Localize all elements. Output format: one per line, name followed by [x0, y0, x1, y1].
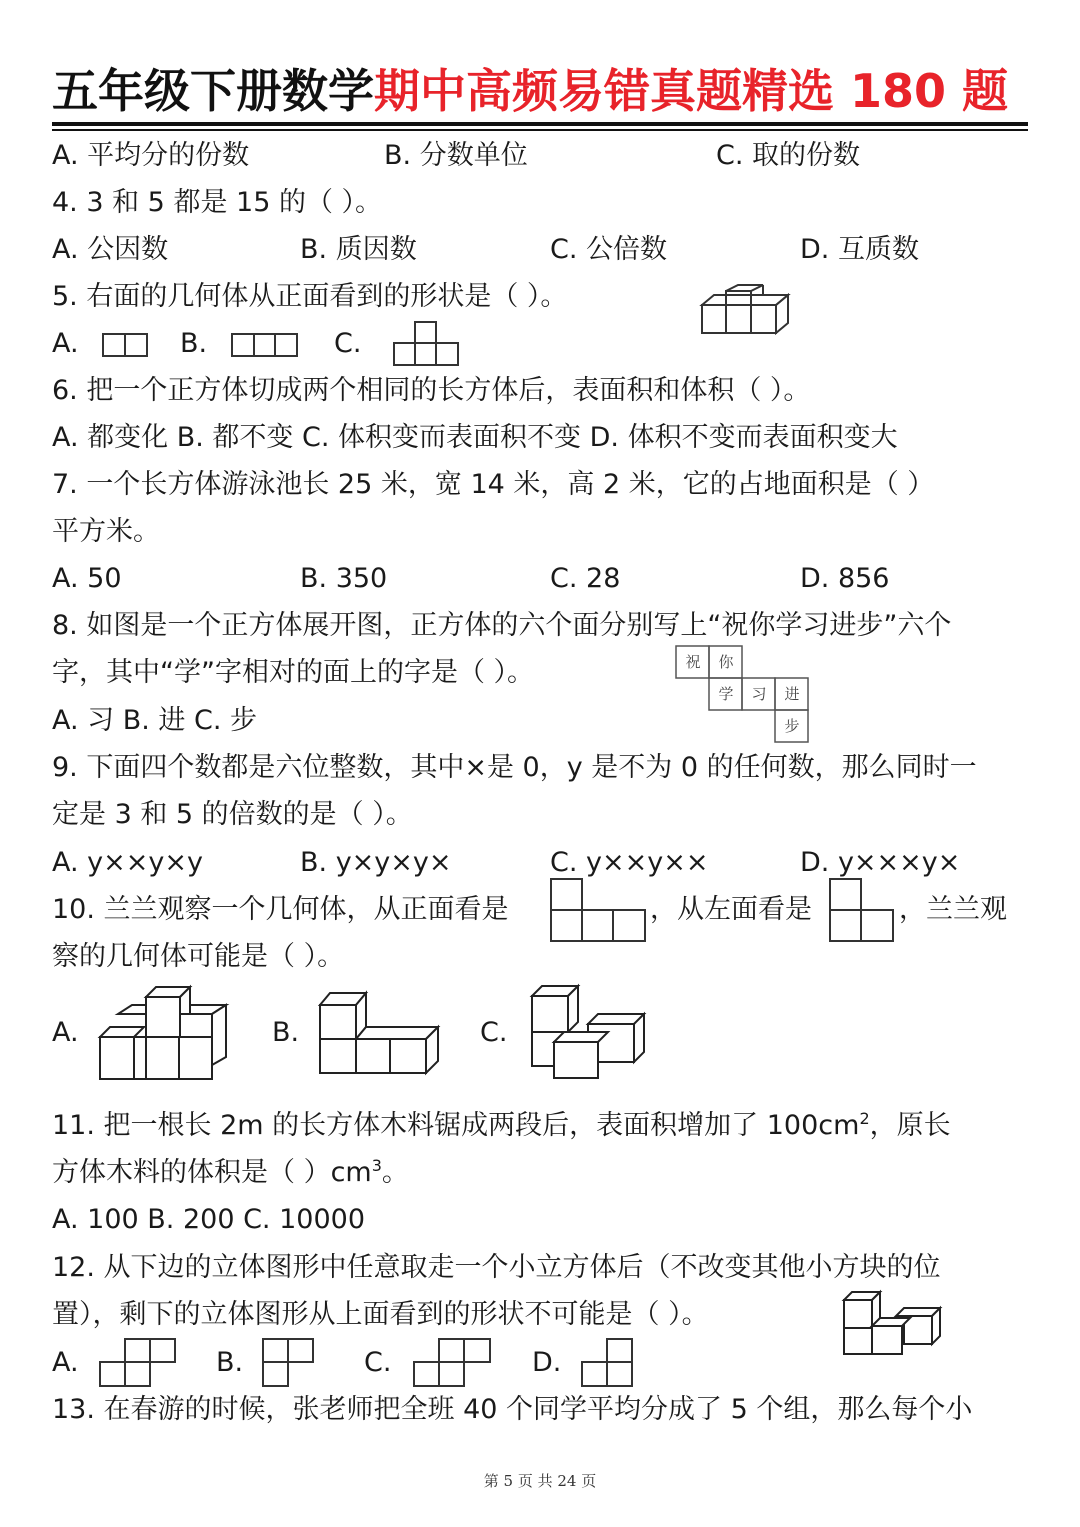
- q4-option-d: D. 互质数: [800, 234, 919, 265]
- q4-option-b: B. 质因数: [300, 234, 417, 265]
- net-face-jin: 进: [784, 685, 800, 703]
- q10-option-a-figure: [98, 985, 230, 1083]
- q8-cube-net: [675, 645, 810, 745]
- q12-solid-figure: [840, 1290, 944, 1356]
- title-rule-thin: [52, 129, 1028, 131]
- q10-stem-part3: ，兰兰观: [899, 894, 1007, 925]
- q11-cont-tail: 。: [381, 1157, 409, 1188]
- q3-option-c: C. 取的份数: [716, 140, 861, 171]
- q12-option-d: D.: [532, 1347, 562, 1378]
- net-face-bu: 步: [784, 717, 800, 735]
- q11-stem-cont: [52, 1155, 409, 1191]
- q10-option-b: B.: [272, 1017, 300, 1048]
- q6-stem: 6. 把一个正方体切成两个相同的长方体后，表面积和体积（ ）。: [52, 375, 811, 406]
- q12-option-b: B.: [216, 1347, 244, 1378]
- q10-option-b-figure: [318, 985, 442, 1077]
- q9-option-c: C. y××y××: [550, 847, 709, 878]
- q4-stem: 4. 3 和 5 都是 15 的（ ）。: [52, 187, 383, 218]
- q12-option-a-figure: [99, 1338, 177, 1388]
- title-red: 期中高频易错真题精选 180 题: [374, 64, 1009, 118]
- q5-option-b-figure: [231, 333, 298, 357]
- net-face-xi: 习: [751, 685, 767, 703]
- q11-sup-3: 3: [371, 1156, 382, 1175]
- q10-stem-part2: ，从左面看是: [650, 894, 812, 925]
- q5-option-c-figure: [393, 321, 459, 366]
- q12-stem-cont: 置），剩下的立体图形从上面看到的形状不可能是（ ）。: [52, 1299, 709, 1330]
- q10-option-c: C.: [480, 1017, 508, 1048]
- q10-left-view: [829, 878, 895, 942]
- net-face-ni: 你: [718, 653, 734, 671]
- page-title: [52, 58, 1032, 124]
- q12-option-a: A.: [52, 1347, 79, 1378]
- q7-stem: 7. 一个长方体游泳池长 25 米，宽 14 米，高 2 米，它的占地面积是（ ）: [52, 469, 935, 500]
- q12-option-c: C.: [364, 1347, 392, 1378]
- q4-option-a: A. 公因数: [52, 234, 169, 265]
- q3-option-b: B. 分数单位: [384, 140, 528, 171]
- q11-sup-2: 2: [859, 1109, 870, 1128]
- q9-stem: 9. 下面四个数都是六位整数，其中×是 0，y 是不为 0 的任何数，那么同时一: [52, 752, 977, 783]
- q12-option-d-figure: [581, 1338, 635, 1388]
- q4-option-c: C. 公倍数: [550, 234, 668, 265]
- q5-solid-figure: [700, 283, 792, 335]
- q7-option-c: C. 28: [550, 563, 621, 594]
- q9-option-a: A. y××y×y: [52, 847, 203, 878]
- q7-option-a: A. 50: [52, 563, 122, 594]
- q12-option-c-figure: [413, 1338, 493, 1388]
- q9-stem-cont: 定是 3 和 5 的倍数的是（ ）。: [52, 799, 413, 830]
- q10-stem-part1: 10. 兰兰观察一个几何体，从正面看是: [52, 894, 509, 925]
- q7-option-b: B. 350: [300, 563, 388, 594]
- net-face-zhu: 祝: [685, 653, 701, 671]
- q10-option-a: A.: [52, 1017, 79, 1048]
- q12-option-b-figure: [262, 1338, 316, 1388]
- q11-stem-text: 11. 把一根长 2m 的长方体木料锯成两段后，表面积增加了 100cm: [52, 1110, 860, 1141]
- title-black: 五年级下册数学: [52, 64, 374, 118]
- q12-stem: 12. 从下边的立体图形中任意取走一个小立方体后（不改变其他小方块的位: [52, 1252, 941, 1283]
- q11-cont-text: 方体木料的体积是（ ）cm: [52, 1157, 372, 1188]
- q10-option-c-figure: [528, 982, 650, 1082]
- q3-option-a: A. 平均分的份数: [52, 140, 250, 171]
- q11-options: A. 100 B. 200 C. 10000: [52, 1204, 365, 1235]
- title-rule-thick: [52, 122, 1028, 126]
- q9-option-d: D. y×××y×: [800, 847, 961, 878]
- q10-front-view: [550, 878, 646, 942]
- q10-stem-cont: 察的几何体可能是（ ）。: [52, 941, 345, 972]
- q8-stem: 8. 如图是一个正方体展开图，正方体的六个面分别写上“祝你学习进步”六个: [52, 610, 952, 641]
- page-footer: 第 5 页 共 24 页: [483, 1472, 597, 1490]
- q13-stem: 13. 在春游的时候，张老师把全班 40 个同学平均分成了 5 个组，那么每个小: [52, 1394, 973, 1425]
- q8-stem-cont: 字，其中“学”字相对的面上的字是（ ）。: [52, 657, 535, 688]
- q8-options: A. 习 B. 进 C. 步: [52, 705, 258, 736]
- q11-stem-tail: ，原长: [869, 1110, 951, 1141]
- q11-stem: [52, 1108, 951, 1144]
- q9-option-b: B. y×y×y×: [300, 847, 452, 878]
- q5-option-b: B.: [180, 328, 208, 359]
- q6-options: A. 都变化 B. 都不变 C. 体积变而表面积不变 D. 体积不变而表面积变大: [52, 422, 898, 453]
- q7-option-d: D. 856: [800, 563, 890, 594]
- q5-stem: 5. 右面的几何体从正面看到的形状是（ ）。: [52, 281, 568, 312]
- q5-option-c: C.: [334, 328, 362, 359]
- q5-option-a: A.: [52, 328, 79, 359]
- q5-option-a-figure: [102, 333, 148, 357]
- net-face-xue: 学: [718, 685, 734, 703]
- q7-stem-cont: 平方米。: [52, 516, 160, 547]
